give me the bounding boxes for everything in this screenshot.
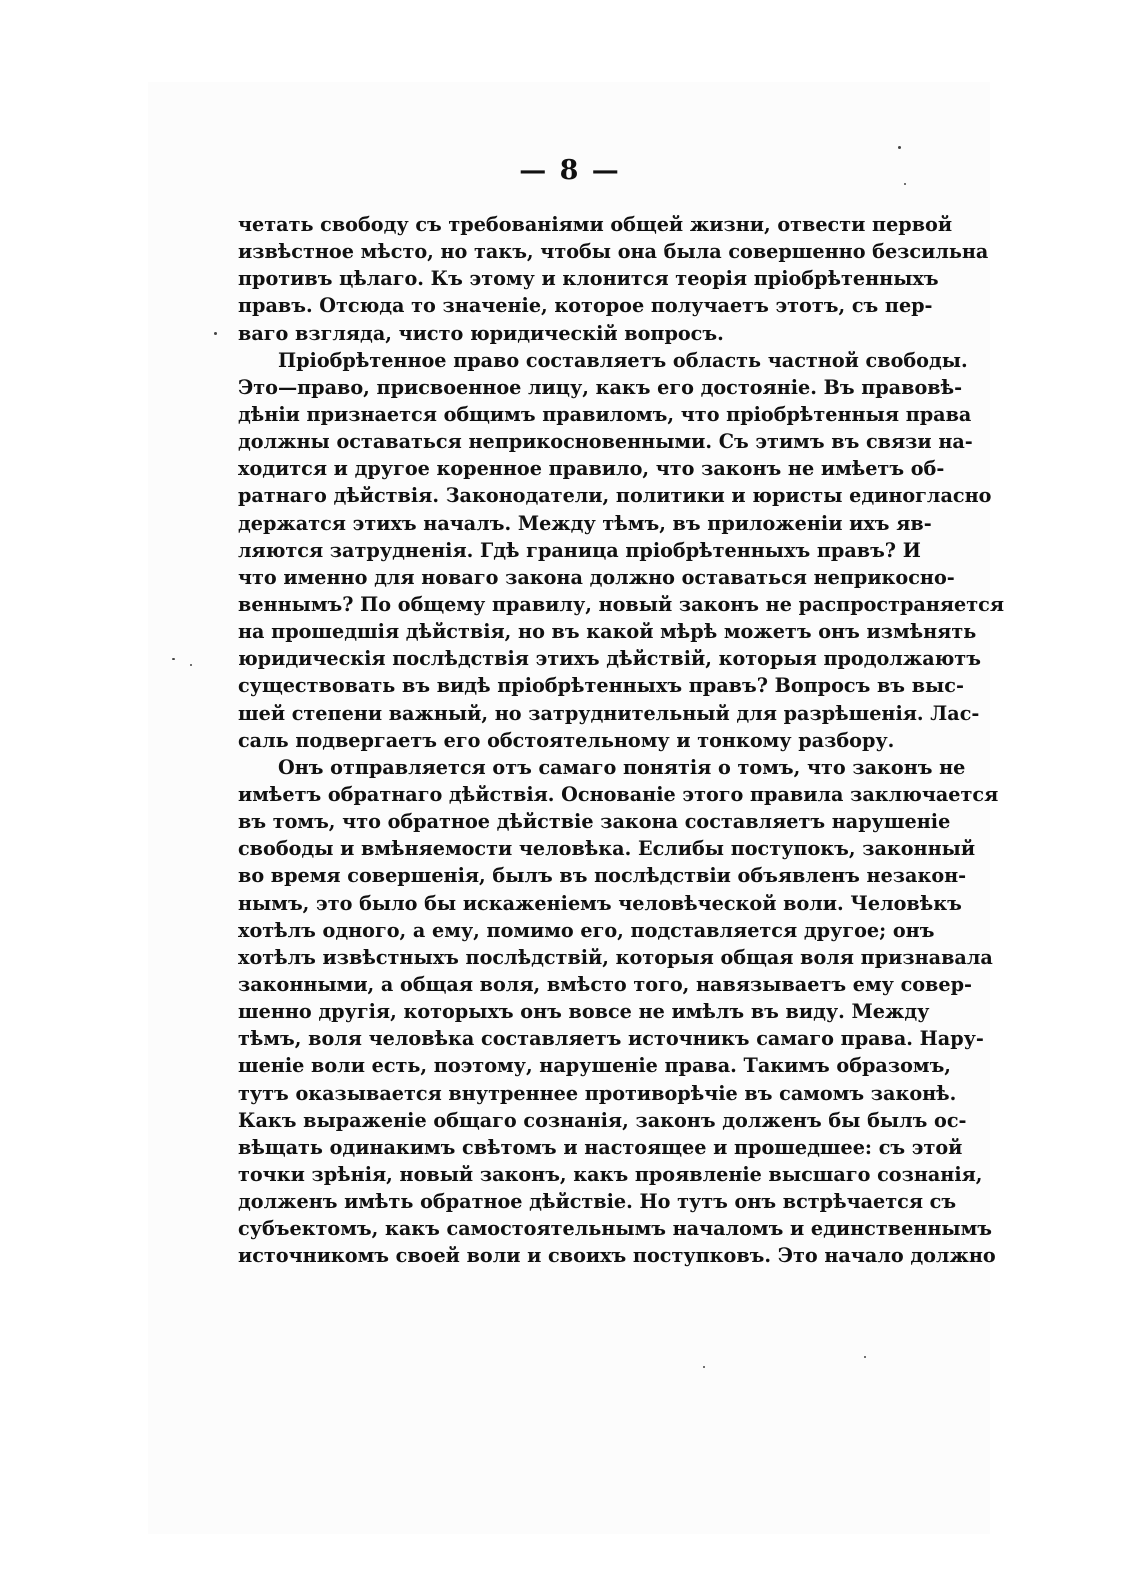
text-line: четать свободу съ требованіями общей жизни, отвести первой [238,213,953,236]
text-line: источникомъ своей воли и своихъ поступковъ. Это начало должно [238,1244,996,1268]
text-line: во время совершенія, былъ въ послѣдствіи объявленъ незакон- [238,864,967,888]
text-line: веннымъ? По общему правилу, новый законъ не распространяется [238,592,1005,616]
text-line: правъ. Отсюда то значеніе, которое получаетъ этотъ, съ пер- [238,294,933,318]
text-line: Онъ отправляется отъ самаго понятія о томъ, что законъ не [278,755,966,779]
paragraph-3 [238,754,999,1270]
text-line: ратнаго дѣйствія. Законодатели, политики и юристы единогласно [238,484,992,508]
scan-speck [172,658,175,660]
text-line: извѣстное мѣсто, но такъ, чтобы она была совершенно безсильна [238,240,989,264]
text-line: тутъ оказывается внутреннее противорѣчіе въ самомъ законѣ. [238,1081,957,1105]
text-line: на прошедшія дѣйствія, но въ какой мѣрѣ можетъ онъ измѣнять [238,620,977,644]
scan-speck [214,332,217,335]
text-line: юридическія послѣдствія этихъ дѣйствій, которыя продолжаютъ [238,647,981,671]
scan-speck [898,146,901,149]
paragraph-1 [238,211,989,347]
text-line: вѣщать одинакимъ свѣтомъ и настоящее и прошедшее: съ этой [238,1135,963,1159]
scan-speck [904,183,906,185]
text-line: держатся этихъ началъ. Между тѣмъ, въ приложеніи ихъ яв- [238,511,932,535]
text-line: ляются затрудненія. Гдѣ граница пріобрѣтенныхъ правъ? И [238,538,921,562]
text-line: субъектомъ, какъ самостоятельнымъ началомъ и единственнымъ [238,1217,992,1241]
page-number: — 8 — [519,155,621,186]
text-line: хотѣлъ одного, а ему, помимо его, подставляется другое; онъ [238,918,935,942]
text-line: тѣмъ, воля человѣка составляетъ источникъ самаго права. Нару- [238,1027,984,1051]
text-line: долженъ имѣть обратное дѣйствіе. Но тутъ онъ встрѣчается съ [238,1190,957,1214]
paragraph-2 [238,347,1005,754]
text-line: Какъ выраженіе общаго сознанія, законъ долженъ бы былъ ос- [238,1108,967,1132]
text-line: должны оставаться неприкосновенными. Съ этимъ въ связи на- [238,430,973,454]
text-line: дѣніи признается общимъ правиломъ, что пріобрѣтенныя права [238,402,972,426]
text-line: шеніе воли есть, поэтому, нарушеніе права. Такимъ образомъ, [238,1054,951,1078]
text-line: что именно для новаго закона должно оставаться неприкосно- [238,565,955,589]
text-line: Это—право, присвоенное лицу, какъ его достояніе. Въ правовѣ- [238,375,963,399]
text-line: ваго взгляда, чисто юридическій вопросъ. [238,321,724,345]
scan-speck [703,1366,705,1368]
text-line: шенно другія, которыхъ онъ вовсе не имѣлъ въ виду. Между [238,1000,930,1024]
text-line: свободы и вмѣняемости человѣка. Еслибы поступокъ, законный [238,837,976,861]
text-line: Пріобрѣтенное право составляетъ область частной свободы. [278,348,968,372]
text-line: шей степени важный, но затруднительный для разрѣшенія. Лас- [238,701,980,725]
text-line: существовать въ видѣ пріобрѣтенныхъ правъ? Вопросъ въ выс- [238,674,964,698]
text-line: въ томъ, что обратное дѣйствіе закона составляетъ нарушеніе [238,810,951,834]
text-line: противъ цѣлаго. Къ этому и клонится теорія пріобрѣтенныхъ [238,267,939,291]
text-line: имѣетъ обратнаго дѣйствія. Основаніе этого правила заключается [238,782,999,806]
text-line: хотѣлъ извѣстныхъ послѣдствій, которыя общая воля признавала [238,945,993,969]
text-line: законными, а общая воля, вмѣсто того, навязываетъ ему совер- [238,972,972,996]
text-line: нымъ, это было бы искаженіемъ человѣческой воли. Человѣкъ [238,891,962,915]
text-line: саль подвергаетъ его обстоятельному и тонкому разбору. [238,728,895,752]
text-line: ходится и другое коренное правило, что законъ не имѣетъ об- [238,457,945,481]
scan-speck [190,664,192,666]
text-line: точки зрѣнія, новый законъ, какъ проявленіе высшаго сознанія, [238,1162,983,1186]
scan-speck [864,1356,866,1358]
body-text [238,211,1005,1269]
